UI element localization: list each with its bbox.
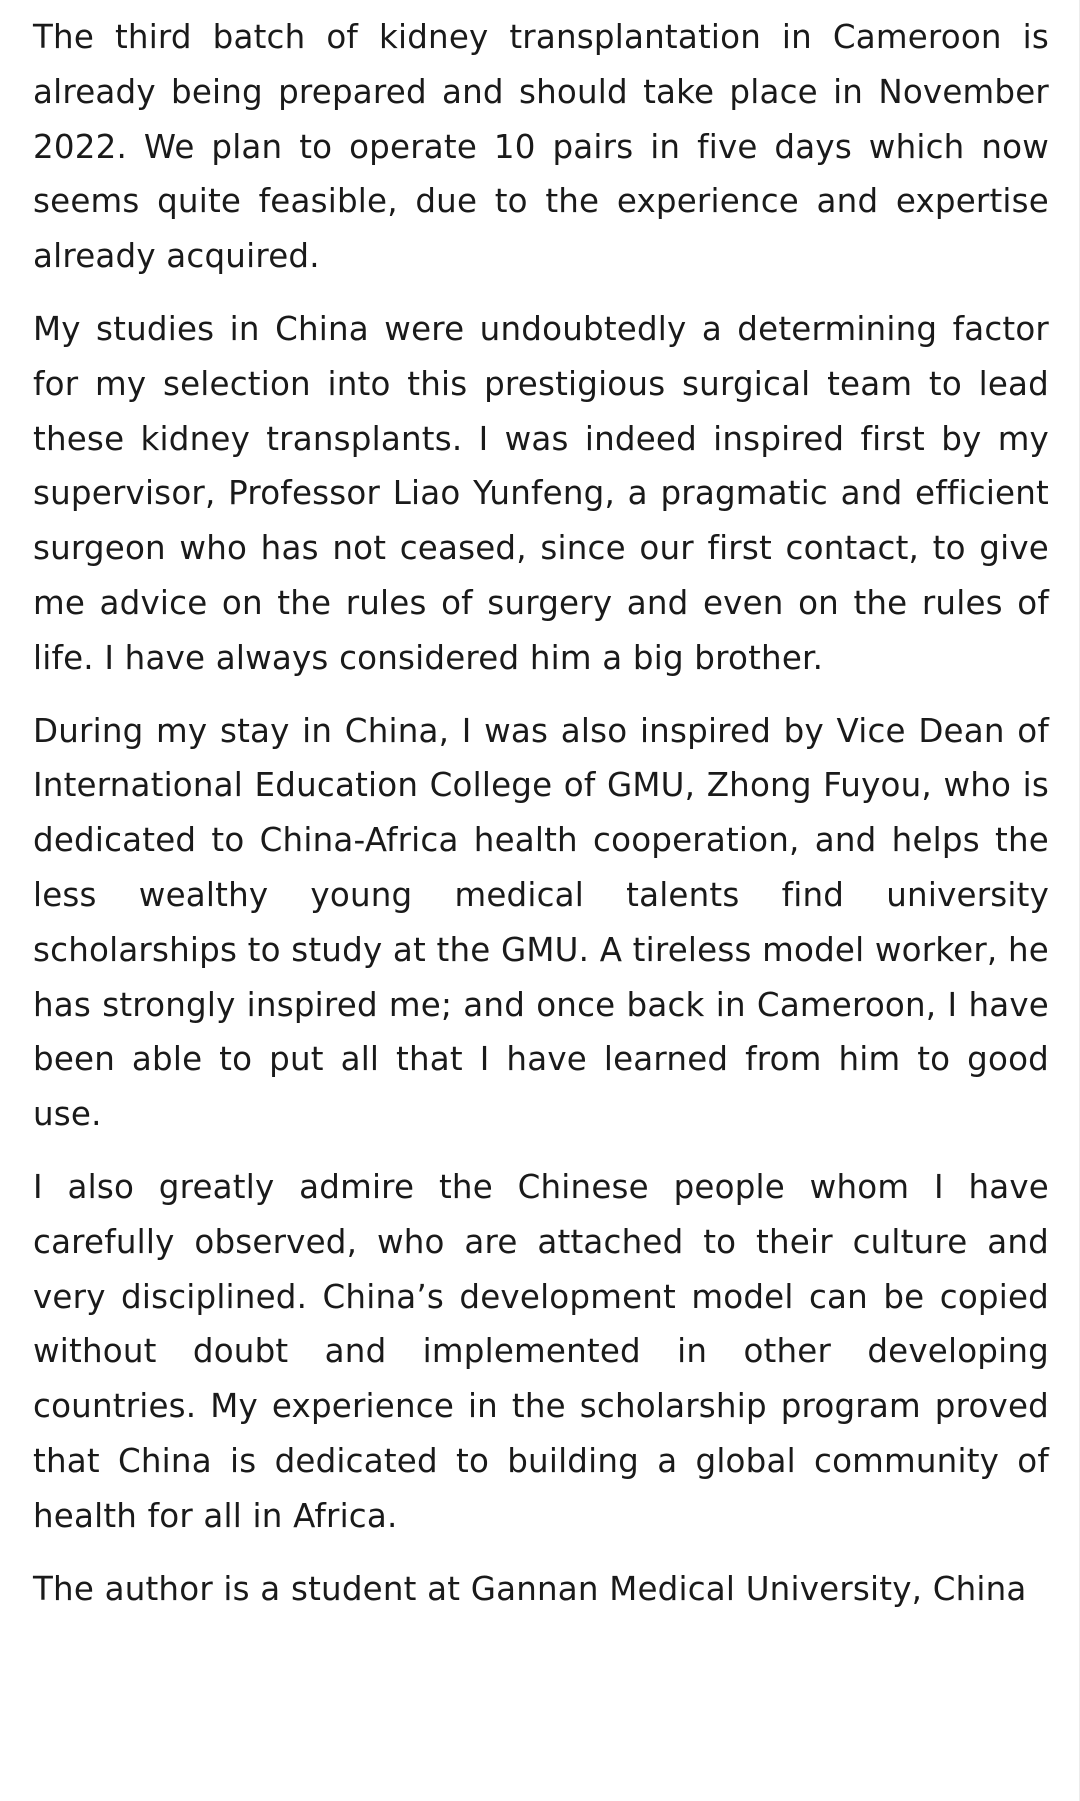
paragraph-third-batch: The third batch of kidney transplantation in Cameroon is already being prepared and should take place in November 2022. We plan to operate 10 pairs in five days which now seems quite feasible, due to the experience and expertise already acquired.	[33, 18, 1049, 276]
paragraph-admire-chinese-people: I also greatly admire the Chinese people whom I have carefully observed, who are attached to their culture and very disciplined. China’s development model can be copied without doubt and implemented in other developing countries. My experience in the scholarship program proved that China is dedicated to building a global community of health for all in Africa.	[33, 1167, 1049, 1535]
paragraph-studies-in-china: My studies in China were undoubtedly a determining factor for my selection into this prestigious surgical team to lead these kidney transplants. I was indeed inspired first by my supervisor, Professor Liao Yunfeng, a pragmatic and efficient surgeon who has not ceased, since our first contact, to give me advice on the rules of surgery and even on the rules of life. I have always considered him a big brother.	[33, 309, 1049, 677]
paragraph-stay-in-china: During my stay in China, I was also inspired by Vice Dean of International Education College of GMU, Zhong Fuyou, who is dedicated to China-Africa health cooperation, and helps the less wealthy young medical talents find university scholarships to study at the GMU. A tireless model worker, he has strongly inspired me; and once back in Cameroon, I have been able to put all that I have learned from him to good use.	[33, 711, 1049, 1134]
author-note: The author is a student at Gannan Medical University, China	[33, 1569, 1027, 1608]
